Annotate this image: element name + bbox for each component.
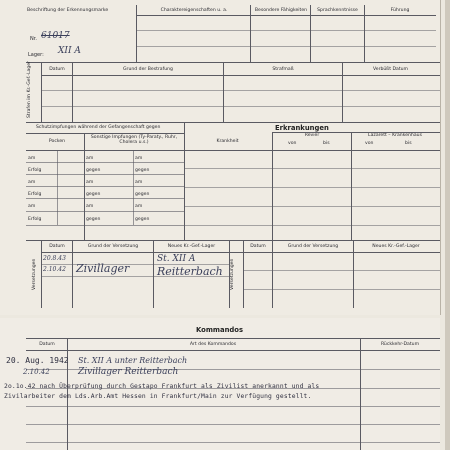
erfolg-3: Erfolg — [28, 217, 42, 222]
erkrankungen-header: Erkrankungen — [275, 124, 329, 132]
strafmass-label: Strafmaß — [272, 67, 294, 72]
lager-label: Lager: — [28, 52, 44, 58]
versetzungen-side-label: Versetzungen — [32, 258, 37, 290]
kommandos-card — [0, 318, 440, 450]
lager-value: XII A — [58, 46, 81, 56]
lazarett-von-label: von — [365, 141, 374, 146]
am-9: am — [135, 204, 143, 209]
vers-lager-hw-2: Reitterbach — [157, 265, 223, 278]
typed-line-2: Zivilarbeiter dem Lds.Arb.Amt Hessen in Frankfurt/Main zur Verfügung gestellt. — [4, 393, 312, 400]
am-4: am — [28, 180, 36, 185]
versetzungen-side-label-2: Versetzungen — [230, 258, 235, 290]
kommandos-stamp-date: 20. Aug. 1942 — [6, 356, 69, 365]
vers-datum-label-2: Datum — [250, 244, 266, 249]
nr-value: 61017 — [41, 31, 70, 41]
vers-lager-label-2: Neues Kr.-Gef.-Lager — [372, 244, 420, 249]
revier-label: Revier — [304, 133, 320, 138]
verbuesst-label: Verbüßt Datum — [372, 67, 409, 72]
vers-grund-label-2: Grund der Versetzung — [287, 244, 339, 249]
impfungen-header: Schutzimpfungen während der Gefangenschaft gegen — [36, 125, 161, 130]
charakter-label: Charaktereigenschaften u. a. — [160, 8, 228, 13]
revier-bis-label: bis — [323, 141, 330, 146]
vers-grund-label: Grund der Versetzung — [87, 244, 139, 249]
kommandos-entry-2: Zivillager Reitterbach — [78, 367, 179, 377]
kommandos-datum-label: Datum — [39, 342, 55, 347]
krankheit-label: Krankheit — [216, 139, 239, 144]
erfolg-2: Erfolg — [28, 192, 42, 197]
am-2: am — [86, 156, 94, 161]
kommandos-rueckkehr-label: Rückkehr-Datum — [380, 342, 420, 347]
vers-date-2: 2.10.42 — [43, 266, 66, 273]
vers-lager-label: Neues Kr.-Gef.-Lager — [167, 244, 216, 249]
vers-grund-hw: Zivillager — [76, 262, 130, 275]
lazarett-bis-label: bis — [405, 141, 412, 146]
nr-label: Nr. — [30, 36, 37, 42]
strafen-grund-label: Grund der Bestrafung — [123, 67, 173, 72]
gegen-4: gegen — [135, 192, 150, 197]
am-5: am — [86, 180, 94, 185]
lazarett-label: Lazarett – Krankenhaus — [368, 133, 422, 138]
sprach-label: Sprachkenntnisse — [317, 8, 358, 13]
am-1: am — [28, 156, 36, 161]
vers-lager-hw-1: St. XII A — [157, 254, 196, 264]
erfolg-1: Erfolg — [28, 168, 42, 173]
faehigkeiten-label: Besondere Fähigkeiten — [254, 8, 308, 13]
sonstige-label: Sonstige Impfungen (Ty-Paraty., Ruhr, Cholera u.s.) — [90, 135, 178, 145]
vers-datum-label: Datum — [49, 244, 65, 249]
vers-date-1: 20.8.43 — [43, 255, 66, 262]
kommandos-title: Kommandos — [196, 326, 243, 334]
pocken-label: Pocken — [48, 139, 66, 144]
fuehrung-label: Führung — [390, 8, 410, 13]
gegen-5: gegen — [86, 217, 101, 222]
kommandos-entry-1: St. XII A unter Reitterbach — [78, 356, 188, 365]
gegen-3: gegen — [86, 192, 101, 197]
bezeichnung-label: Beschriftung der Erkennungsmarke — [27, 8, 109, 13]
kommandos-art-label: Art des Kommandos — [189, 342, 237, 347]
am-6: am — [135, 180, 143, 185]
am-8: am — [86, 204, 94, 209]
am-3: am — [135, 156, 143, 161]
gegen-1: gegen — [86, 168, 101, 173]
revier-von-label: von — [288, 141, 297, 146]
typed-line-1: 2o.1o.42 nach Überprüfung durch Gestapo Frankfurt als Zivilist anerkannt und als — [4, 383, 320, 390]
gegen-2: gegen — [135, 168, 150, 173]
kommandos-date-2: 2.10.42 — [23, 368, 50, 376]
am-7: am — [28, 204, 36, 209]
strafen-side-label: Strafen im Kr.-Gef.-Lager — [27, 60, 32, 118]
strafen-datum-label: Datum — [49, 67, 65, 72]
gegen-6: gegen — [135, 217, 150, 222]
